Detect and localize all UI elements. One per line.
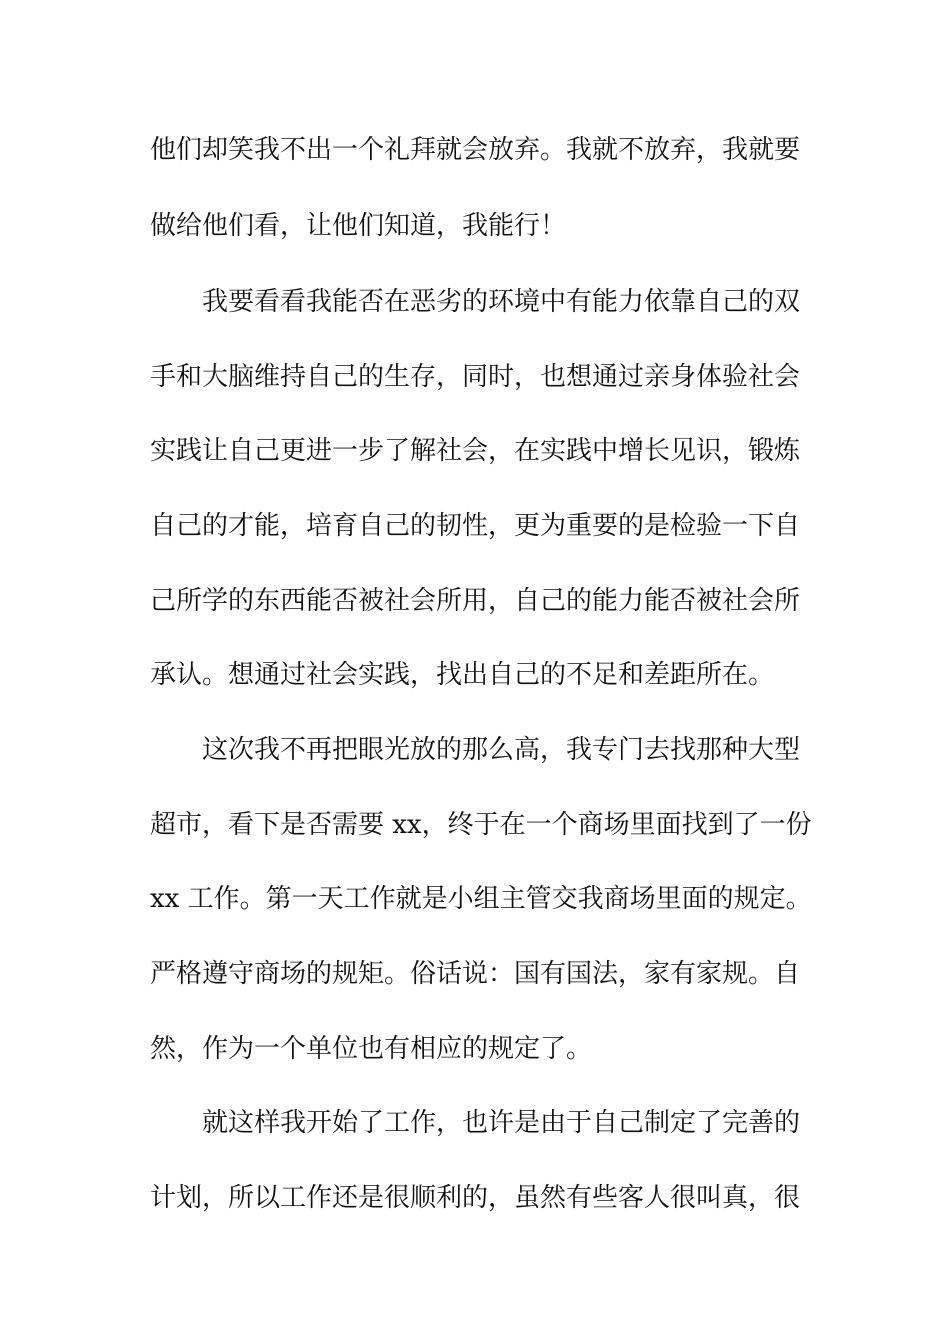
text-line: 然，作为一个单位也有相应的规定了。	[150, 1034, 593, 1064]
text-line: 计划，所以工作还是很顺利的，虽然有些客人很叫真，很	[150, 1183, 801, 1213]
text-line: 实践让自己更进一步了解社会，在实践中增长见识，锻炼	[150, 436, 801, 466]
paragraph-first-line: 就这样我开始了工作，也许是由于自己制定了完善的	[202, 1108, 801, 1138]
text-line: xx 工作。第一天工作就是小组主管交我商场里面的规定。	[150, 884, 812, 914]
text-line: 承认。想通过社会实践，找出自己的不足和差距所在。	[150, 660, 775, 690]
text-line: 严格遵守商场的规矩。俗话说：国有国法，家有家规。自	[150, 959, 801, 989]
paragraph-first-line: 这次我不再把眼光放的那么高，我专门去找那种大型	[202, 735, 801, 765]
text-line: 手和大脑维持自己的生存，同时，也想通过亲身体验社会	[150, 362, 801, 392]
text-line: 他们却笑我不出一个礼拜就会放弃。我就不放弃，我就要	[150, 135, 801, 165]
paragraph-first-line: 我要看看我能否在恶劣的环境中有能力依靠自己的双	[202, 287, 801, 317]
text-line: 超市，看下是否需要 xx，终于在一个商场里面找到了一份	[150, 810, 812, 840]
text-line: 己所学的东西能否被社会所用，自己的能力能否被社会所	[150, 586, 801, 616]
text-line: 做给他们看，让他们知道，我能行！	[150, 211, 567, 241]
text-line: 自己的才能，培育自己的韧性，更为重要的是检验一下自	[150, 511, 801, 541]
